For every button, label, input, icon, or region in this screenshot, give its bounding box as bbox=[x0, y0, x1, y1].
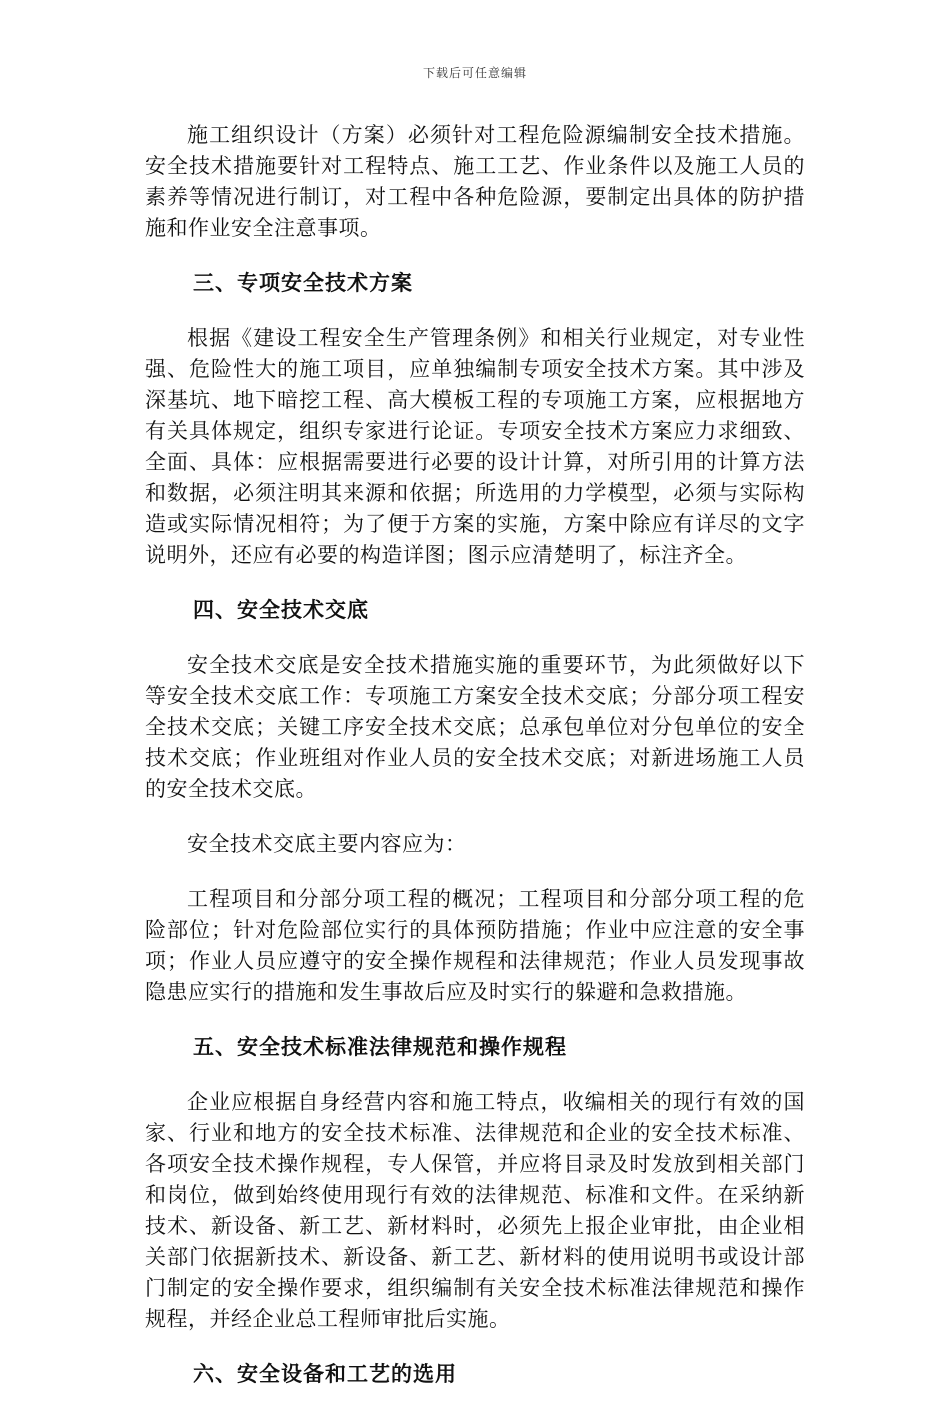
paragraph-safety-measures: 施工组织设计（方案）必须针对工程危险源编制安全技术措施。安全技术措施要针对工程特点、施工工艺、作业条件以及施工人员的素养等情况进行制订，对工程中各种危险源，要制定出具体的防护措施和作业安全注意事项。 bbox=[145, 123, 805, 240]
paragraph-briefing: 安全技术交底是安全技术措施实施的重要环节，为此须做好以下等安全技术交底工作：专项施工方案安全技术交底；分部分项工程安全技术交底；关键工序安全技术交底；总承包单位对分包单位的安全技术交底；作业班组对作业人员的安全技术交底；对新进场施工人员的安全技术交底。 bbox=[145, 653, 805, 801]
section-heading-5: 五、安全技术标准法律规范和操作规程 bbox=[193, 1035, 567, 1059]
paragraph-briefing-content: 工程项目和分部分项工程的概况；工程项目和分部分项工程的危险部位；针对危险部位实行的具体预防措施；作业中应注意的安全事项；作业人员应遵守的安全操作规程和法律规范；作业人员发现事故隐患应实行的措施和发生事故后应及时实行的躲避和急救措施。 bbox=[145, 887, 805, 1004]
paragraph-standards: 企业应根据自身经营内容和施工特点，收编相关的现行有效的国家、行业和地方的安全技术标准、法律规范和企业的安全技术标准、各项安全技术操作规程，专人保管，并应将目录及时发放到相关部门和岗位，做到始终使用现行有效的法律规范、标准和文件。在采纳新技术、新设备、新工艺、新材料时，必须先上报企业审批，由企业相关部门依据新技术、新设备、新工艺、新材料的使用说明书或设计部门制定的安全操作要求，组织编制有关安全技术标准法律规范和操作规程，并经企业总工程师审批后实施。 bbox=[145, 1090, 805, 1331]
page-header: 下载后可任意编辑 bbox=[422, 66, 527, 80]
section-heading-3: 三、专项安全技术方案 bbox=[193, 271, 413, 295]
section-heading-4: 四、安全技术交底 bbox=[193, 598, 369, 622]
paragraph-briefing-content-intro: 安全技术交底主要内容应为： bbox=[187, 832, 467, 856]
document-body bbox=[145, 120, 805, 1414]
section-heading-6: 六、安全设备和工艺的选用 bbox=[193, 1362, 457, 1386]
paragraph-special-plan: 根据《建设工程安全生产管理条例》和相关行业规定，对专业性强、危险性大的施工项目，应单独编制专项安全技术方案。其中涉及深基坑、地下暗挖工程、高大模板工程的专项施工方案，应根据地方有关具体规定，组织专家进行论证。专项安全技术方案应力求细致、全面、具体：应根据需要进行必要的设计计算，对所引用的计算方法和数据，必须注明其来源和依据；所选用的力学模型，必须与实际构造或实际情况相符；为了便于方案的实施，方案中除应有详尽的文字说明外，还应有必要的构造详图；图示应清楚明了，标注齐全。 bbox=[145, 326, 805, 567]
